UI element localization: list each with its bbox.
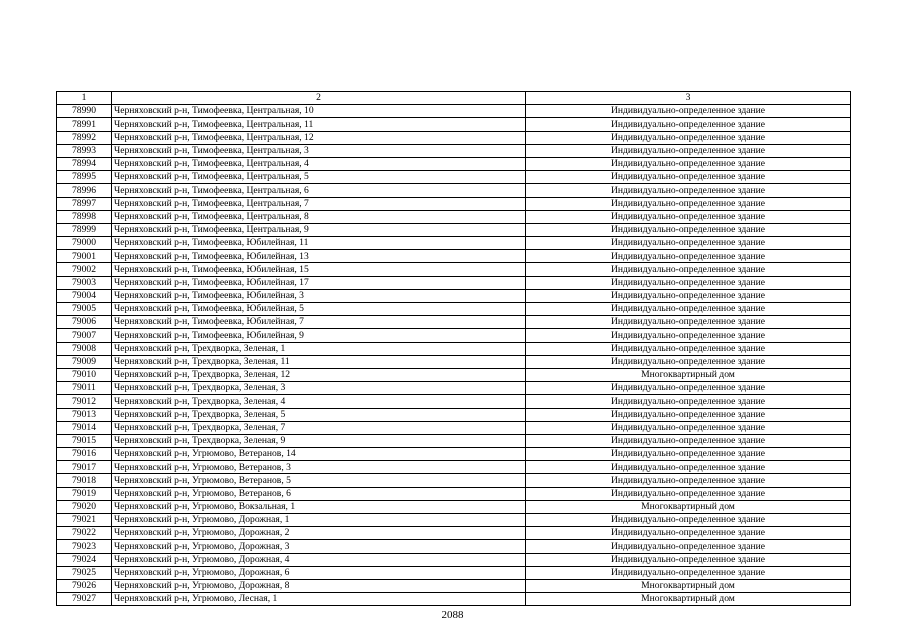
table-row [57, 329, 851, 342]
row-number-cell: 79025 [57, 566, 112, 579]
building-type-cell: Индивидуально-определенное здание [526, 487, 851, 500]
row-number-cell: 78999 [57, 223, 112, 236]
row-number-cell: 78991 [57, 118, 112, 131]
address-cell: Черняховский р-н, Тимофеевка, Центральная, 3 [112, 144, 526, 157]
address-cell: Черняховский р-н, Трехдворка, Зеленая, 5 [112, 408, 526, 421]
building-type-cell: Многоквартирный дом [526, 593, 851, 606]
address-cell: Черняховский р-н, Угрюмово, Ветеранов, 14 [112, 448, 526, 461]
building-type-cell: Индивидуально-определенное здание [526, 461, 851, 474]
column-header-2: 2 [112, 92, 526, 105]
building-type-cell: Индивидуально-определенное здание [526, 553, 851, 566]
address-cell: Черняховский р-н, Угрюмово, Лесная, 1 [112, 593, 526, 606]
building-type-cell: Индивидуально-определенное здание [526, 144, 851, 157]
building-type-cell: Индивидуально-определенное здание [526, 210, 851, 223]
table-row [57, 303, 851, 316]
table-header [57, 92, 851, 105]
building-type-cell: Индивидуально-определенное здание [526, 263, 851, 276]
table-row [57, 474, 851, 487]
table-row [57, 382, 851, 395]
address-cell: Черняховский р-н, Тимофеевка, Юбилейная, 15 [112, 263, 526, 276]
address-cell: Черняховский р-н, Тимофеевка, Юбилейная, 13 [112, 250, 526, 263]
table-row [57, 157, 851, 170]
row-number-cell: 79017 [57, 461, 112, 474]
table-row [57, 342, 851, 355]
row-number-cell: 78995 [57, 171, 112, 184]
building-type-cell: Многоквартирный дом [526, 368, 851, 381]
row-number-cell: 78996 [57, 184, 112, 197]
address-cell: Черняховский р-н, Тимофеевка, Центральная, 4 [112, 157, 526, 170]
table-row [57, 316, 851, 329]
table-row [57, 263, 851, 276]
building-type-cell: Индивидуально-определенное здание [526, 474, 851, 487]
row-number-cell: 79007 [57, 329, 112, 342]
table-row [57, 171, 851, 184]
row-number-cell: 79002 [57, 263, 112, 276]
row-number-cell: 79009 [57, 355, 112, 368]
row-number-cell: 78992 [57, 131, 112, 144]
row-number-cell: 79000 [57, 237, 112, 250]
address-cell: Черняховский р-н, Трехдворка, Зеленая, 11 [112, 355, 526, 368]
row-number-cell: 78997 [57, 197, 112, 210]
row-number-cell: 79026 [57, 579, 112, 592]
table-row [57, 514, 851, 527]
row-number-cell: 79005 [57, 303, 112, 316]
building-type-cell: Индивидуально-определенное здание [526, 289, 851, 302]
building-type-cell: Индивидуально-определенное здание [526, 527, 851, 540]
address-cell: Черняховский р-н, Угрюмово, Дорожная, 2 [112, 527, 526, 540]
table-row [57, 500, 851, 513]
building-type-cell: Индивидуально-определенное здание [526, 105, 851, 118]
row-number-cell: 79024 [57, 553, 112, 566]
building-type-cell: Индивидуально-определенное здание [526, 316, 851, 329]
row-number-cell: 79001 [57, 250, 112, 263]
table-body [57, 105, 851, 606]
building-type-cell: Индивидуально-определенное здание [526, 237, 851, 250]
table-row [57, 461, 851, 474]
row-number-cell: 78994 [57, 157, 112, 170]
table-row [57, 105, 851, 118]
address-cell: Черняховский р-н, Тимофеевка, Центральная, 9 [112, 223, 526, 236]
table-row [57, 144, 851, 157]
building-type-cell: Индивидуально-определенное здание [526, 421, 851, 434]
address-cell: Черняховский р-н, Тимофеевка, Юбилейная, 7 [112, 316, 526, 329]
address-cell: Черняховский р-н, Угрюмово, Дорожная, 6 [112, 566, 526, 579]
table-row [57, 237, 851, 250]
building-type-cell: Индивидуально-определенное здание [526, 434, 851, 447]
address-cell: Черняховский р-н, Угрюмово, Ветеранов, 6 [112, 487, 526, 500]
building-type-cell: Многоквартирный дом [526, 500, 851, 513]
row-number-cell: 79021 [57, 514, 112, 527]
building-type-cell: Индивидуально-определенное здание [526, 303, 851, 316]
building-type-cell: Индивидуально-определенное здание [526, 395, 851, 408]
building-type-cell: Индивидуально-определенное здание [526, 171, 851, 184]
building-type-cell: Многоквартирный дом [526, 579, 851, 592]
row-number-cell: 79020 [57, 500, 112, 513]
address-cell: Черняховский р-н, Тимофеевка, Юбилейная, 17 [112, 276, 526, 289]
building-type-cell: Индивидуально-определенное здание [526, 408, 851, 421]
row-number-cell: 79014 [57, 421, 112, 434]
table-row [57, 289, 851, 302]
table-row [57, 421, 851, 434]
table-row [57, 210, 851, 223]
row-number-cell: 79008 [57, 342, 112, 355]
header-row [57, 92, 851, 105]
row-number-cell: 79011 [57, 382, 112, 395]
building-type-cell: Индивидуально-определенное здание [526, 448, 851, 461]
column-header-1: 1 [57, 92, 112, 105]
address-cell: Черняховский р-н, Тимофеевка, Центральная, 10 [112, 105, 526, 118]
address-cell: Черняховский р-н, Угрюмово, Дорожная, 8 [112, 579, 526, 592]
table-row [57, 197, 851, 210]
table-row [57, 368, 851, 381]
address-cell: Черняховский р-н, Угрюмово, Ветеранов, 5 [112, 474, 526, 487]
table-row [57, 553, 851, 566]
address-cell: Черняховский р-н, Трехдворка, Зеленая, 7 [112, 421, 526, 434]
address-cell: Черняховский р-н, Угрюмово, Дорожная, 4 [112, 553, 526, 566]
building-type-cell: Индивидуально-определенное здание [526, 157, 851, 170]
registry-table [56, 91, 851, 606]
address-cell: Черняховский р-н, Тимофеевка, Юбилейная, 9 [112, 329, 526, 342]
table-row [57, 223, 851, 236]
row-number-cell: 79027 [57, 593, 112, 606]
row-number-cell: 79013 [57, 408, 112, 421]
building-type-cell: Индивидуально-определенное здание [526, 342, 851, 355]
address-cell: Черняховский р-н, Угрюмово, Дорожная, 3 [112, 540, 526, 553]
row-number-cell: 78990 [57, 105, 112, 118]
building-type-cell: Индивидуально-определенное здание [526, 223, 851, 236]
row-number-cell: 79019 [57, 487, 112, 500]
table-row [57, 131, 851, 144]
address-cell: Черняховский р-н, Трехдворка, Зеленая, 1 [112, 342, 526, 355]
address-cell: Черняховский р-н, Угрюмово, Вокзальная, 1 [112, 500, 526, 513]
address-cell: Черняховский р-н, Трехдворка, Зеленая, 12 [112, 368, 526, 381]
table-row [57, 395, 851, 408]
row-number-cell: 79004 [57, 289, 112, 302]
address-cell: Черняховский р-н, Тимофеевка, Центральная, 7 [112, 197, 526, 210]
table-row [57, 566, 851, 579]
table-row [57, 250, 851, 263]
table-row [57, 540, 851, 553]
table-row [57, 527, 851, 540]
building-type-cell: Индивидуально-определенное здание [526, 514, 851, 527]
table-row [57, 434, 851, 447]
table-row [57, 276, 851, 289]
table-row [57, 184, 851, 197]
address-cell: Черняховский р-н, Тимофеевка, Центральная, 12 [112, 131, 526, 144]
building-type-cell: Индивидуально-определенное здание [526, 118, 851, 131]
address-cell: Черняховский р-н, Трехдворка, Зеленая, 4 [112, 395, 526, 408]
row-number-cell: 79018 [57, 474, 112, 487]
address-cell: Черняховский р-н, Тимофеевка, Юбилейная, 11 [112, 237, 526, 250]
building-type-cell: Индивидуально-определенное здание [526, 276, 851, 289]
address-cell: Черняховский р-н, Тимофеевка, Юбилейная, 5 [112, 303, 526, 316]
row-number-cell: 79012 [57, 395, 112, 408]
table-row [57, 118, 851, 131]
table-row [57, 593, 851, 606]
table-row [57, 408, 851, 421]
row-number-cell: 79023 [57, 540, 112, 553]
building-type-cell: Индивидуально-определенное здание [526, 131, 851, 144]
building-type-cell: Индивидуально-определенное здание [526, 355, 851, 368]
address-cell: Черняховский р-н, Трехдворка, Зеленая, 9 [112, 434, 526, 447]
address-cell: Черняховский р-н, Угрюмово, Дорожная, 1 [112, 514, 526, 527]
page-number: 2088 [441, 609, 464, 621]
building-type-cell: Индивидуально-определенное здание [526, 382, 851, 395]
building-type-cell: Индивидуально-определенное здание [526, 566, 851, 579]
row-number-cell: 79006 [57, 316, 112, 329]
table-row [57, 355, 851, 368]
row-number-cell: 78998 [57, 210, 112, 223]
building-type-cell: Индивидуально-определенное здание [526, 184, 851, 197]
row-number-cell: 79003 [57, 276, 112, 289]
table-row [57, 579, 851, 592]
building-type-cell: Индивидуально-определенное здание [526, 250, 851, 263]
row-number-cell: 79015 [57, 434, 112, 447]
row-number-cell: 79022 [57, 527, 112, 540]
table-row [57, 487, 851, 500]
building-type-cell: Индивидуально-определенное здание [526, 540, 851, 553]
building-type-cell: Индивидуально-определенное здание [526, 197, 851, 210]
address-cell: Черняховский р-н, Тимофеевка, Центральная, 8 [112, 210, 526, 223]
address-cell: Черняховский р-н, Угрюмово, Ветеранов, 3 [112, 461, 526, 474]
row-number-cell: 79016 [57, 448, 112, 461]
address-cell: Черняховский р-н, Трехдворка, Зеленая, 3 [112, 382, 526, 395]
table-row [57, 448, 851, 461]
address-cell: Черняховский р-н, Тимофеевка, Центральная, 6 [112, 184, 526, 197]
building-type-cell: Индивидуально-определенное здание [526, 329, 851, 342]
address-cell: Черняховский р-н, Тимофеевка, Центральная, 11 [112, 118, 526, 131]
column-header-3: 3 [526, 92, 851, 105]
row-number-cell: 79010 [57, 368, 112, 381]
address-cell: Черняховский р-н, Тимофеевка, Центральная, 5 [112, 171, 526, 184]
row-number-cell: 78993 [57, 144, 112, 157]
address-cell: Черняховский р-н, Тимофеевка, Юбилейная, 3 [112, 289, 526, 302]
